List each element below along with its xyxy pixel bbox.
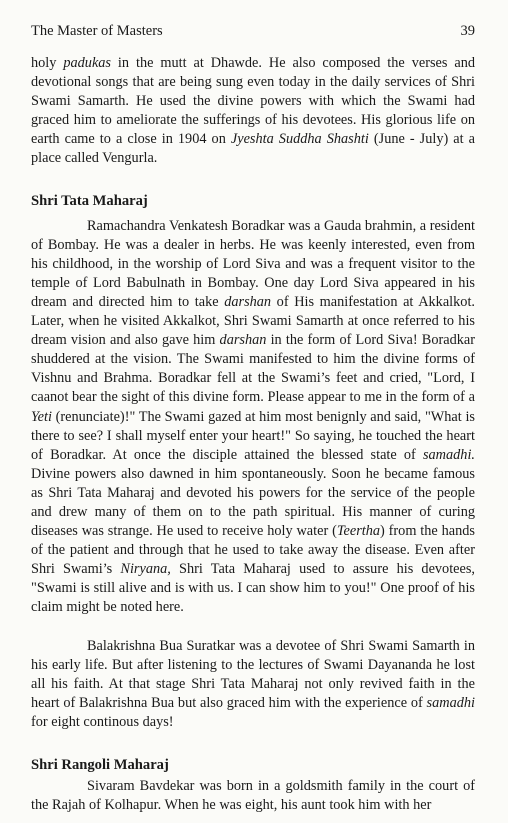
- italic-term: samadhi: [426, 694, 475, 711]
- paragraph-dhawde: holy padukas in the mutt at Dhawde. He also composed the verses and devotional songs that are being sung even today in the daily services of Shri Swami Samarth. He used the divine powers with which the Swami had graced him to ameliorate the sufferings of his devotees. His glorious life on earth came to a close in 1904 on Jyeshta Suddha Shashti (June - July) at a place called Vengurla.: [31, 55, 475, 167]
- italic-term: Niryana,: [120, 561, 171, 578]
- page-number: 39: [460, 23, 475, 39]
- italic-term: darshan: [219, 332, 267, 349]
- paragraph-sivaram: Sivaram Bavdekar was born in a goldsmith family in the court of the Rajah of Kolhapur. When he was eight, his aunt took him with her: [31, 778, 475, 814]
- italic-term: samadhi.: [422, 446, 475, 463]
- page-body: [31, 54, 475, 815]
- italic-term: Yeti: [31, 408, 52, 425]
- italic-term: darshan: [224, 293, 272, 310]
- section-heading-rangoli-maharaj: Shri Rangoli Maharaj: [31, 757, 169, 773]
- running-header: [31, 22, 475, 40]
- paragraph-balakrishna: Balakrishna Bua Suratkar was a devotee of Shri Swami Samarth in his early life. But after listening to the lectures of Swami Dayananda he lost all his faith. At that stage Shri Tata Maharaj not only revived faith in the heart of Balakrishna Bua but also graced him with the experience of samadhi for eight continous days!: [31, 637, 475, 730]
- italic-term: Teertha: [336, 523, 381, 540]
- italic-term: padukas: [63, 55, 111, 71]
- section-heading-tata-maharaj: Shri Tata Maharaj: [31, 192, 148, 209]
- italic-term: Jyeshta Suddha Shashti: [230, 131, 369, 148]
- book-title: The Master of Masters: [31, 23, 163, 39]
- paragraph-tata-maharaj: Ramachandra Venkatesh Boradkar was a Gauda brahmin, a resident of Bombay. He was a dealer in herbs. He was keenly interested, even from his childhood, in the worship of Lord Siva and was a frequent visitor to the temple of Lord Babulnath in Bombay. One day Lord Siva appeared in his dream and directed him to take darshan of His manifestation at Akkalkot. Later, when he visited Akkalkot, Shri Swami Samarth at once referred to his dream vision and also gave him darshan in the form of Lord Siva! Boradkar shuddered at the vision. The Swami manifested to him the divine forms of Vishnu and Brahma. Boradkar fell at the Swami’s feet and cried, "Lord, I caanot bear the sight of this divine form. Please appear to me in the form of a Yeti (renunciate)!" The Swami gazed at him most benignly and said, "What is there to see? I shall myself enter your heart!" So saying, he touched the heart of Boradkar. At once the disciple attained the blessed state of samadhi. Divine powers also dawned in him spontaneously. Soon he became famous as Shri Tata Maharaj and devoted his powers for the service of the people and drew many of them on to the path spiritual. His manner of curing diseases was strange. He used to receive holy water (Teertha) from the hands of the patient and through that he used to take away the disease. Even after Shri Swami’s Niryana, Shri Tata Maharaj used to assure his devotees, "Swami is still alive and is with us. I can show him to you!" One proof of his claim might be noted here.: [31, 217, 476, 616]
